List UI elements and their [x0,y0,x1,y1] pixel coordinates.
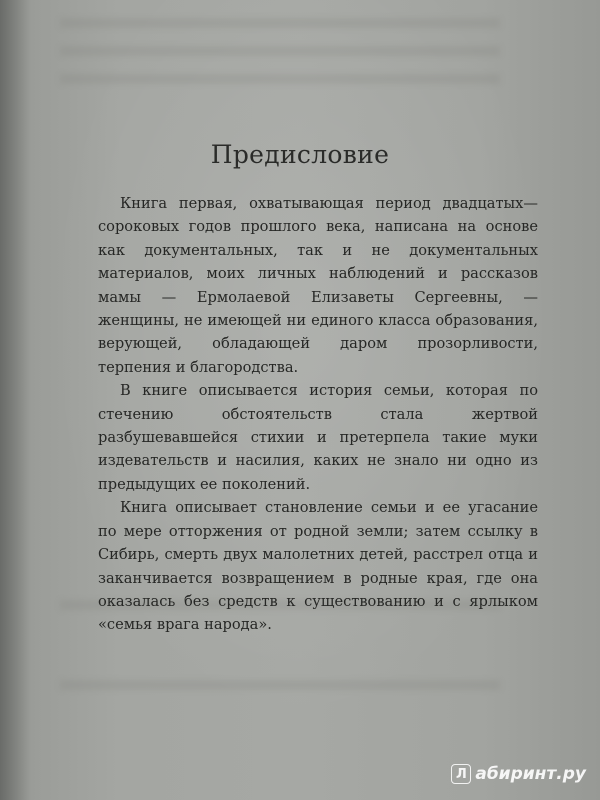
bleed-through-line [60,74,500,84]
bleed-through-line [60,18,500,28]
body-text [98,192,538,637]
paragraph-3: Книга описывает становление семьи и ее угасание по мере отторжения от родной земли; затем ссылку в Сибирь, смерть двух малолетних детей, расстрел отца и заканчивается возвращением в родные края, где она оказалась без средств к существованию и с ярлыком «семья врага народа». [98,499,538,634]
watermark [451,764,586,784]
spine-shadow [0,0,30,800]
paragraph-2: В книге описывается история семьи, которая по стечению обстоятельств стала жертвой разбушевавшейся стихии и претерпела такие муки издевательств и насилия, каких не знало ни одно из предыдущих ее поколений. [98,382,538,493]
page-title: Предисловие [210,140,390,169]
bleed-through-line [60,46,500,56]
watermark-logo-icon: Л [451,764,471,784]
watermark-text: абиринт.ру [475,764,586,784]
bleed-through-line [60,680,500,690]
paragraph-1: Книга первая, охватывающая период двадцатых—сороковых годов прошлого века, написана на основе как документальных, так и не документальных материалов, моих личных наблюдений и рассказов мамы — Ермолаевой Елизаветы Сергеевны, — женщины, не имеющей ни единого класса образования, верующей, обладающей даром прозорливости, терпения и благородства. [98,195,538,376]
